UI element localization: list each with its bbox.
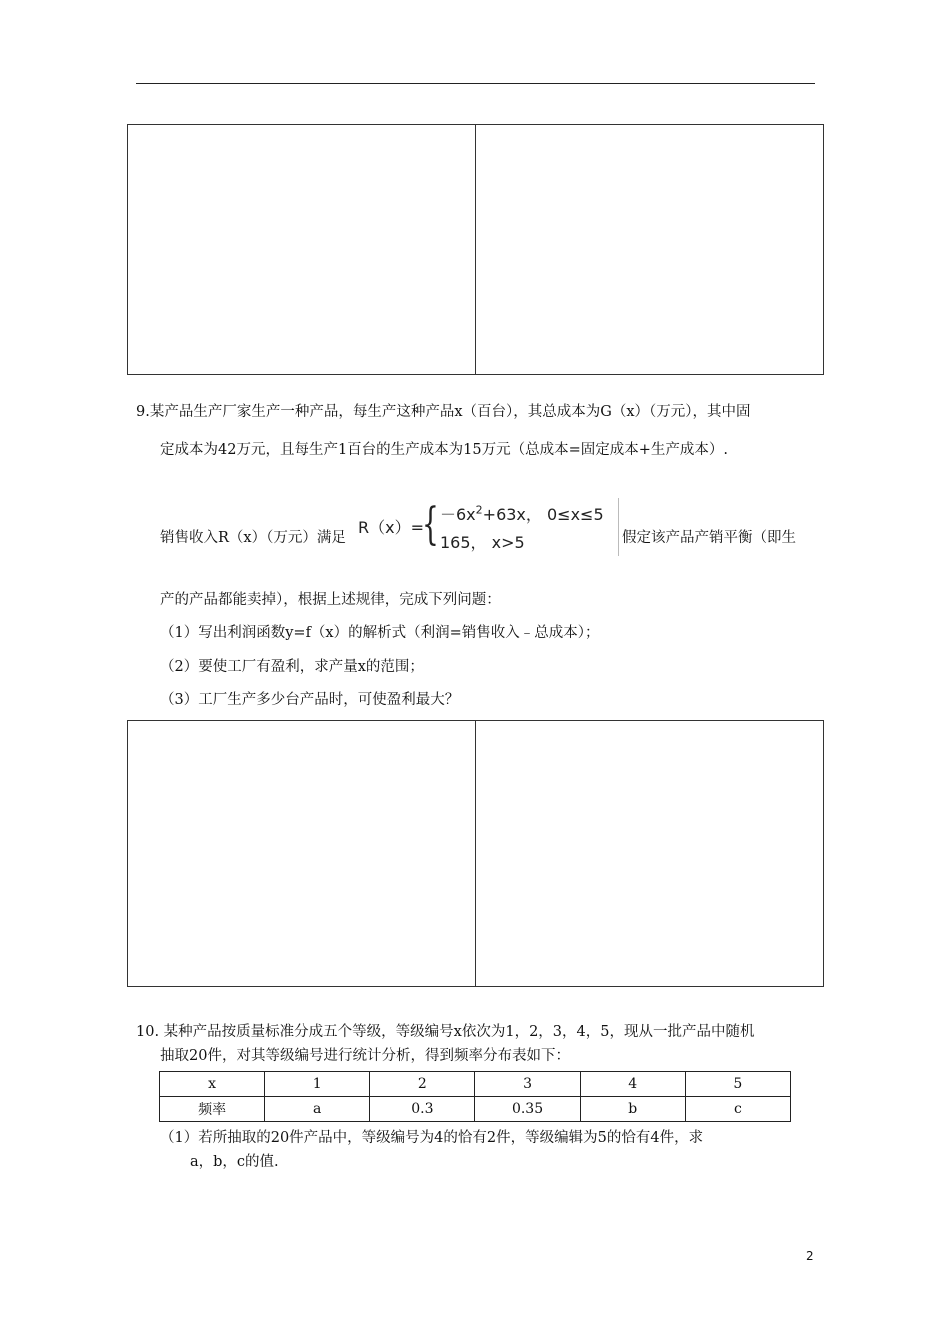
table-cell: c: [685, 1097, 790, 1122]
answer-cell-left: [128, 125, 475, 374]
case1-exponent: 2: [475, 503, 483, 517]
q9-line-3-before: 销售收入R（x）（万元）满足: [160, 530, 346, 546]
revenue-formula: [356, 498, 619, 556]
table-cell: 0.35: [475, 1097, 580, 1122]
q9-sub-2: （2）要使工厂有盈利，求产量x的范围；: [160, 659, 424, 675]
q9-line-2: 定成本为42万元，且每生产1百台的生产成本为15万元（总成本=固定成本+生产成本）.: [160, 442, 729, 458]
table-cell: b: [580, 1097, 685, 1122]
table-cell: 5: [685, 1072, 790, 1097]
table-cell: a: [265, 1097, 370, 1122]
q9-line-1: 9.某产品生产厂家生产一种产品，每生产这种产品x（百台），其总成本为G（x）（万元），其中固: [136, 404, 751, 420]
q10-line-2: 抽取20件，对其等级编号进行统计分析，得到频率分布表如下：: [160, 1048, 570, 1064]
header-rule: [136, 83, 815, 84]
table-row: [160, 1097, 791, 1122]
table-cell: 频率: [160, 1097, 265, 1122]
answer-cell-right: [475, 721, 823, 986]
table-cell: 2: [370, 1072, 475, 1097]
table-cell: 3: [475, 1072, 580, 1097]
answer-box-q9: [127, 720, 824, 987]
q9-sub-3: （3）工厂生产多少台产品时，可使盈利最大？: [160, 692, 460, 708]
q9-line-4: 产的产品都能卖掉），根据上述规律，完成下列问题：: [160, 592, 501, 608]
table-cell: 4: [580, 1072, 685, 1097]
answer-cell-left: [128, 721, 475, 986]
table-row: [160, 1072, 791, 1097]
formula-lhs: R（x）=: [358, 518, 424, 537]
table-cell: x: [160, 1072, 265, 1097]
table-cell: 1: [265, 1072, 370, 1097]
q10-line-1: 10. 某种产品按质量标准分成五个等级，等级编号x依次为1，2，3，4，5，现从一批产品中随机: [136, 1024, 755, 1040]
formula-case-1: [440, 502, 604, 525]
table-cell: 0.3: [370, 1097, 475, 1122]
answer-cell-right: [475, 125, 823, 374]
case1-pre: －6x: [440, 505, 476, 524]
answer-box-q8: [127, 124, 824, 375]
formula-case-2: 165， x>5: [440, 533, 525, 552]
q9-line-3-after: 假定该产品产销平衡（即生: [622, 530, 796, 546]
frequency-table: [159, 1071, 791, 1122]
q10-sub-1-line-2: a，b，c的值.: [190, 1154, 279, 1170]
q9-sub-1: （1）写出利润函数y=f（x）的解析式（利润=销售收入﹣总成本）；: [160, 625, 600, 641]
q10-sub-1-line-1: （1）若所抽取的20件产品中，等级编号为4的恰有2件，等级编辑为5的恰有4件，求: [160, 1130, 704, 1146]
formula-brace: {: [422, 499, 439, 550]
page-number: 2: [806, 1249, 814, 1263]
case1-post: +63x， 0≤x≤5: [482, 505, 604, 524]
